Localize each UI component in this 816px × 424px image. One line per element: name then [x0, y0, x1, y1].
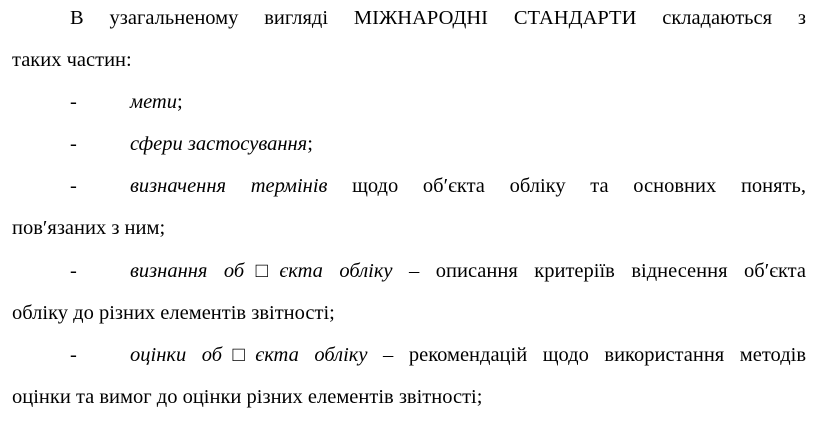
list-bullet: - — [70, 344, 77, 366]
list-item-text — [130, 131, 806, 157]
intro-line-2: таких частин: — [12, 49, 132, 71]
list-item-continuation: пов′язаних з ним; — [12, 217, 166, 239]
item-rest: щодо об′єкта обліку та основних понять, — [327, 175, 806, 197]
item-rest: – рекомендацій щодо використання методів — [367, 344, 806, 366]
item-term: мети — [130, 91, 177, 113]
list-item-text — [130, 89, 806, 115]
item-term: визнання об□єкта обліку — [130, 260, 393, 282]
list-item-text — [130, 258, 806, 284]
item-term: сфери застосування — [130, 133, 308, 155]
list-item-continuation: обліку до різних елементів звітності; — [12, 302, 335, 324]
item-term: оцінки об□єкта обліку — [130, 344, 368, 366]
list-bullet: - — [70, 133, 77, 155]
item-rest: ; — [307, 133, 313, 155]
intro-line-1: В узагальненому вигляді МІЖНАРОДНІ СТАНДАРТИ складаються з — [70, 7, 806, 29]
item-term: визначення термінів — [130, 175, 328, 197]
list-item-text — [130, 173, 806, 199]
list-item-text — [130, 342, 806, 368]
list-bullet: - — [70, 91, 77, 113]
item-rest: – описання критеріїв віднесення об′єкта — [392, 260, 806, 282]
item-rest: ; — [176, 91, 183, 113]
list-item-continuation: оцінки та вимог до оцінки різних елементів звітності; — [12, 386, 483, 408]
list-bullet: - — [70, 175, 77, 197]
list-bullet: - — [70, 260, 77, 282]
